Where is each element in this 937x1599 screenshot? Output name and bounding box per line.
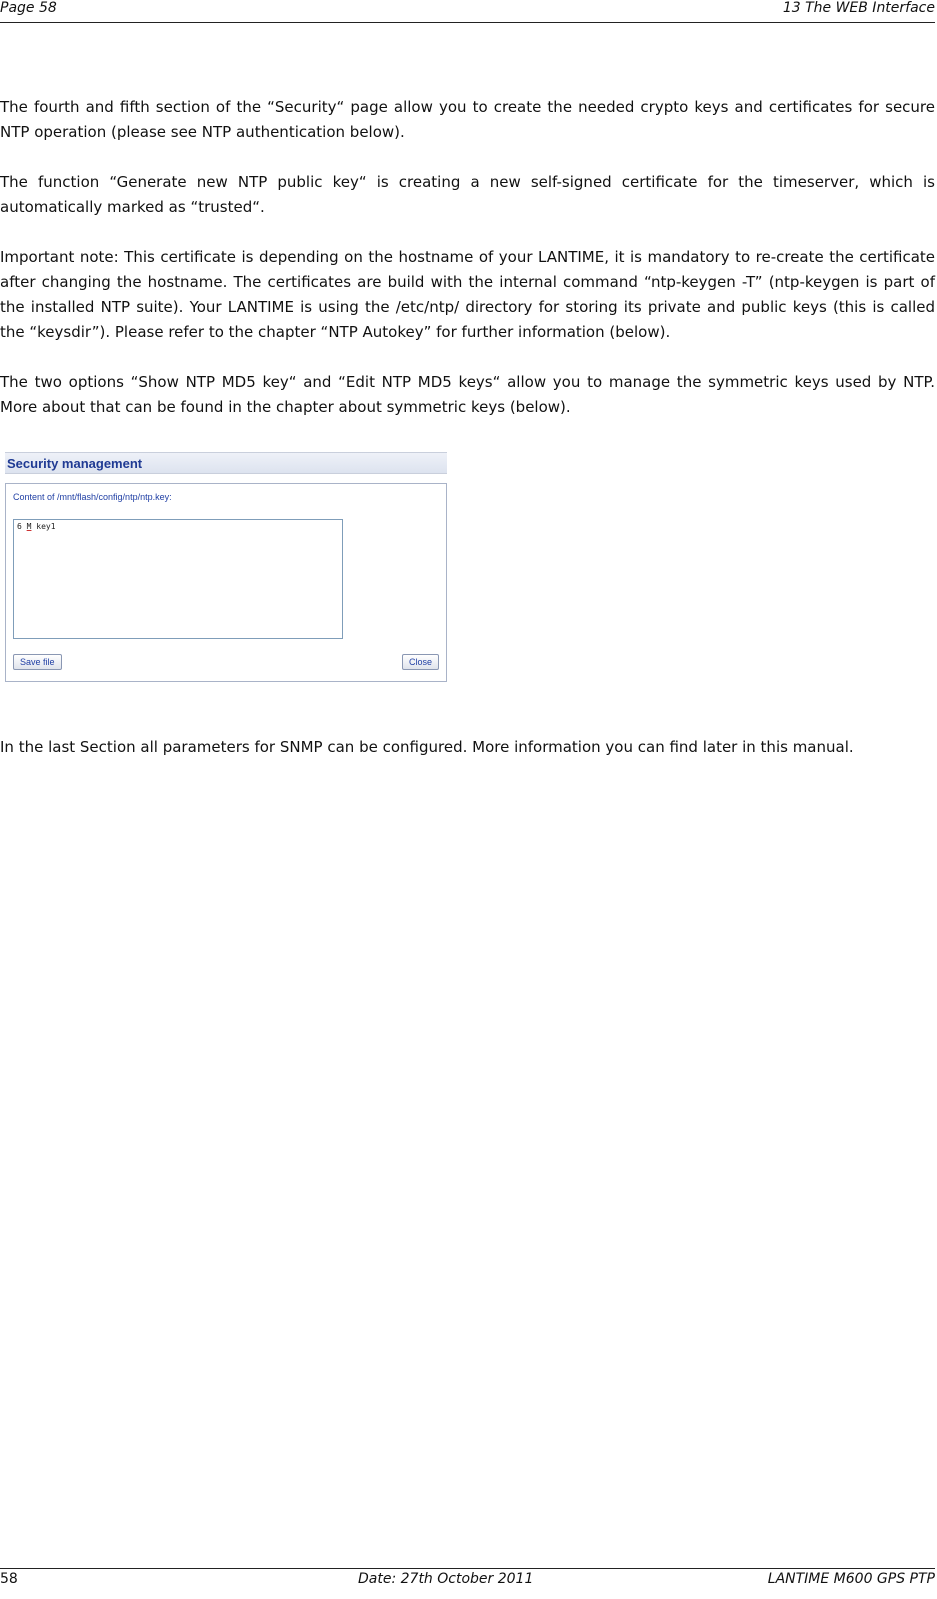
- closing-text: [0, 735, 935, 785]
- page-header: [0, 0, 935, 23]
- screenshot-title: Security management: [5, 452, 447, 474]
- paragraph-generate-key: The function “Generate new NTP public key“ is creating a new self-signed certificate for the timeserver, which is automatically marked as “trusted“.: [0, 173, 935, 216]
- footer-product: LANTIME M600 GPS PTP: [767, 1571, 935, 1587]
- key-type: M: [26, 522, 32, 531]
- security-management-screenshot: [5, 452, 447, 682]
- key-value: key1: [31, 522, 56, 531]
- key-file-textarea[interactable]: [13, 519, 343, 639]
- footer-date: Date: 27th October 2011: [358, 1571, 534, 1587]
- key-id: 6: [17, 522, 27, 531]
- header-page-label: Page 58: [0, 0, 57, 16]
- key-file-label: Content of /mnt/flash/config/ntp/ntp.key:: [13, 492, 172, 502]
- paragraph-snmp: In the last Section all parameters for SNMP can be configured. More information you can find later in this manual.: [0, 738, 854, 756]
- body-text: [0, 95, 935, 445]
- paragraph-md5-keys: The two options “Show NTP MD5 key“ and “Edit NTP MD5 keys“ allow you to manage the symmetric keys used by NTP. More about that can be found in the chapter about symmetric keys (below).: [0, 373, 935, 416]
- page-footer: [0, 1568, 935, 1599]
- close-button[interactable]: Close: [402, 654, 439, 670]
- save-file-button[interactable]: Save file: [13, 654, 62, 670]
- footer-page-number: 58: [0, 1571, 18, 1587]
- paragraph-crypto-keys: The fourth and fifth section of the “Security“ page allow you to create the needed crypto keys and certificates for secure NTP operation (please see NTP authentication below).: [0, 98, 935, 141]
- header-chapter-title: 13 The WEB Interface: [782, 0, 935, 16]
- paragraph-important-note: Important note: This certificate is depending on the hostname of your LANTIME, it is mandatory to re-create the certificate after changing the hostname. The certificates are build with the internal command “ntp-keygen -T” (ntp-keygen is part of the installed NTP suite). Your LANTIME is using the /etc/ntp/ directory for storing its private and public keys (this is called the “keysdir”). Please refer to the chapter “NTP Autokey” for further information (below).: [0, 248, 935, 341]
- key-file-panel: [5, 483, 447, 682]
